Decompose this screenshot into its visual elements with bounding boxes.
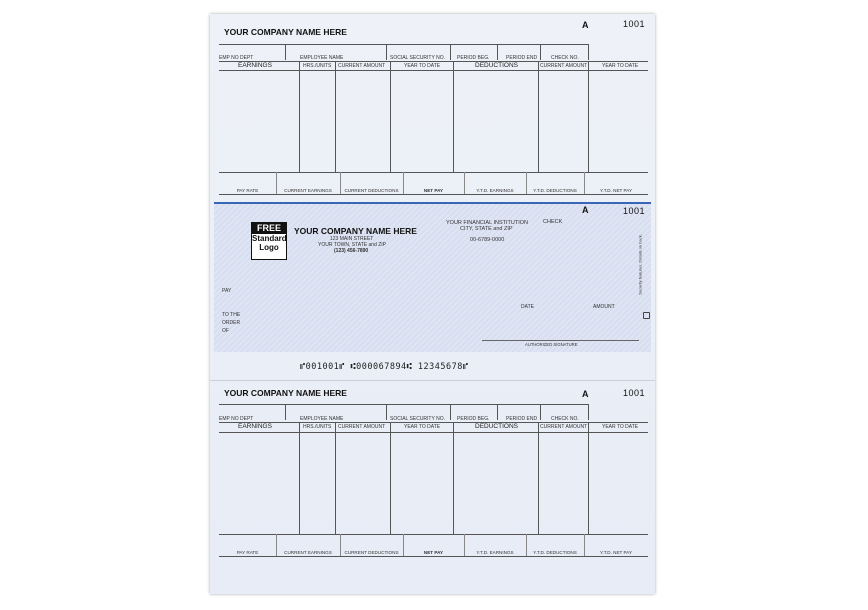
col-hrs-units: HRS./UNITS (303, 63, 332, 69)
footer-net-pay: NET PAY (423, 550, 444, 555)
pay-label: PAY (222, 288, 232, 294)
check-body (214, 202, 651, 352)
footer-ytd-net-pay: Y.T.D. NET PAY (599, 188, 633, 193)
footer-pay-rate: PAY RATE (236, 550, 259, 555)
col-current-amount-2: CURRENT AMOUNT (540, 63, 588, 69)
col-hrs-units: HRS./UNITS (303, 424, 332, 430)
micr-line: ⑈001001⑈ ⑆000067894⑆ 12345678⑈ (300, 362, 469, 372)
col-year-to-date-2: YEAR TO DATE (602, 424, 639, 430)
footer-current-deductions: CURRENT DEDUCTIONS (344, 550, 399, 555)
form-letter: A (582, 389, 589, 399)
col-year-to-date: YEAR TO DATE (404, 63, 441, 69)
amount-label: AMOUNT (593, 304, 615, 310)
signature-line (482, 340, 639, 341)
col-year-to-date-2: YEAR TO DATE (602, 63, 639, 69)
bank-name: YOUR FINANCIAL INSTITUTION (446, 220, 528, 226)
footer-net-pay: NET PAY (423, 188, 444, 193)
company-phone: (123) 456-7890 (334, 248, 369, 254)
logo-free-text: FREE (252, 223, 286, 234)
col-earnings: EARNINGS (238, 423, 272, 430)
col-deductions: DEDUCTIONS (475, 423, 518, 430)
footer-current-earnings: CURRENT EARNINGS (284, 188, 332, 193)
footer-current-earnings: CURRENT EARNINGS (284, 550, 332, 555)
date-label: DATE (521, 304, 534, 310)
header-period-end: PERIOD END (506, 416, 538, 422)
company-name: YOUR COMPANY NAME HERE (224, 27, 347, 37)
order-label: ORDER (222, 320, 241, 326)
header-period-beg: PERIOD BEG. (457, 55, 490, 61)
to-the-label: TO THE (222, 312, 241, 318)
stub-top (210, 14, 655, 202)
logo-placeholder (251, 222, 287, 260)
bank-city: CITY, STATE and ZIP (460, 226, 513, 232)
col-current-amount-2: CURRENT AMOUNT (540, 424, 588, 430)
security-text: Security features. Details on back. (637, 234, 643, 295)
header-employee-name: EMPLOYEE NAME (300, 416, 344, 422)
header-emp-no: EMP NO DEPT (219, 55, 254, 61)
col-earnings: EARNINGS (238, 62, 272, 69)
footer-current-deductions: CURRENT DEDUCTIONS (344, 188, 399, 193)
stub-bottom (210, 380, 655, 580)
footer-ytd-net-pay: Y.T.D. NET PAY (599, 550, 633, 555)
header-check-no: CHECK NO. (551, 416, 579, 422)
of-label: OF (222, 328, 229, 334)
check-form-letter: A (582, 205, 589, 215)
check-number: 1001 (623, 388, 646, 398)
header-emp-no: EMP NO DEPT (219, 416, 254, 422)
col-current-amount: CURRENT AMOUNT (338, 63, 386, 69)
footer-ytd-earnings: Y.T.D. EARNINGS (476, 550, 514, 555)
col-year-to-date: YEAR TO DATE (404, 424, 441, 430)
company-address2: YOUR TOWN, STATE and ZIP (318, 242, 386, 248)
header-check-no: CHECK NO. (551, 55, 579, 61)
check-label: CHECK (543, 219, 563, 225)
company-address1: 123 MAIN STREET (330, 236, 374, 242)
routing-fraction: 00-6789-0000 (470, 237, 505, 243)
lock-icon (643, 312, 650, 319)
footer-ytd-earnings: Y.T.D. EARNINGS (476, 188, 514, 193)
header-period-beg: PERIOD BEG. (457, 416, 490, 422)
check-document (210, 14, 655, 594)
header-employee-name: EMPLOYEE NAME (300, 55, 344, 61)
col-deductions: DEDUCTIONS (475, 62, 518, 69)
header-ssn: SOCIAL SECURITY NO. (390, 55, 446, 61)
footer-ytd-deductions: Y.T.D. DEDUCTIONS (533, 550, 577, 555)
col-current-amount: CURRENT AMOUNT (338, 424, 386, 430)
logo-line1: Standard (252, 234, 287, 243)
company-name: YOUR COMPANY NAME HERE (224, 388, 347, 398)
header-period-end: PERIOD END (506, 55, 538, 61)
check-number: 1001 (623, 206, 646, 216)
header-ssn: SOCIAL SECURITY NO. (390, 416, 446, 422)
check-company-name: YOUR COMPANY NAME HERE (294, 226, 417, 236)
signature-label: AUTHORIZED SIGNATURE (525, 342, 578, 347)
footer-ytd-deductions: Y.T.D. DEDUCTIONS (533, 188, 577, 193)
check-top-border (214, 202, 651, 204)
footer-pay-rate: PAY RATE (236, 188, 259, 193)
logo-line2: Logo (259, 243, 279, 252)
check-number: 1001 (623, 19, 646, 29)
form-letter: A (582, 20, 589, 30)
